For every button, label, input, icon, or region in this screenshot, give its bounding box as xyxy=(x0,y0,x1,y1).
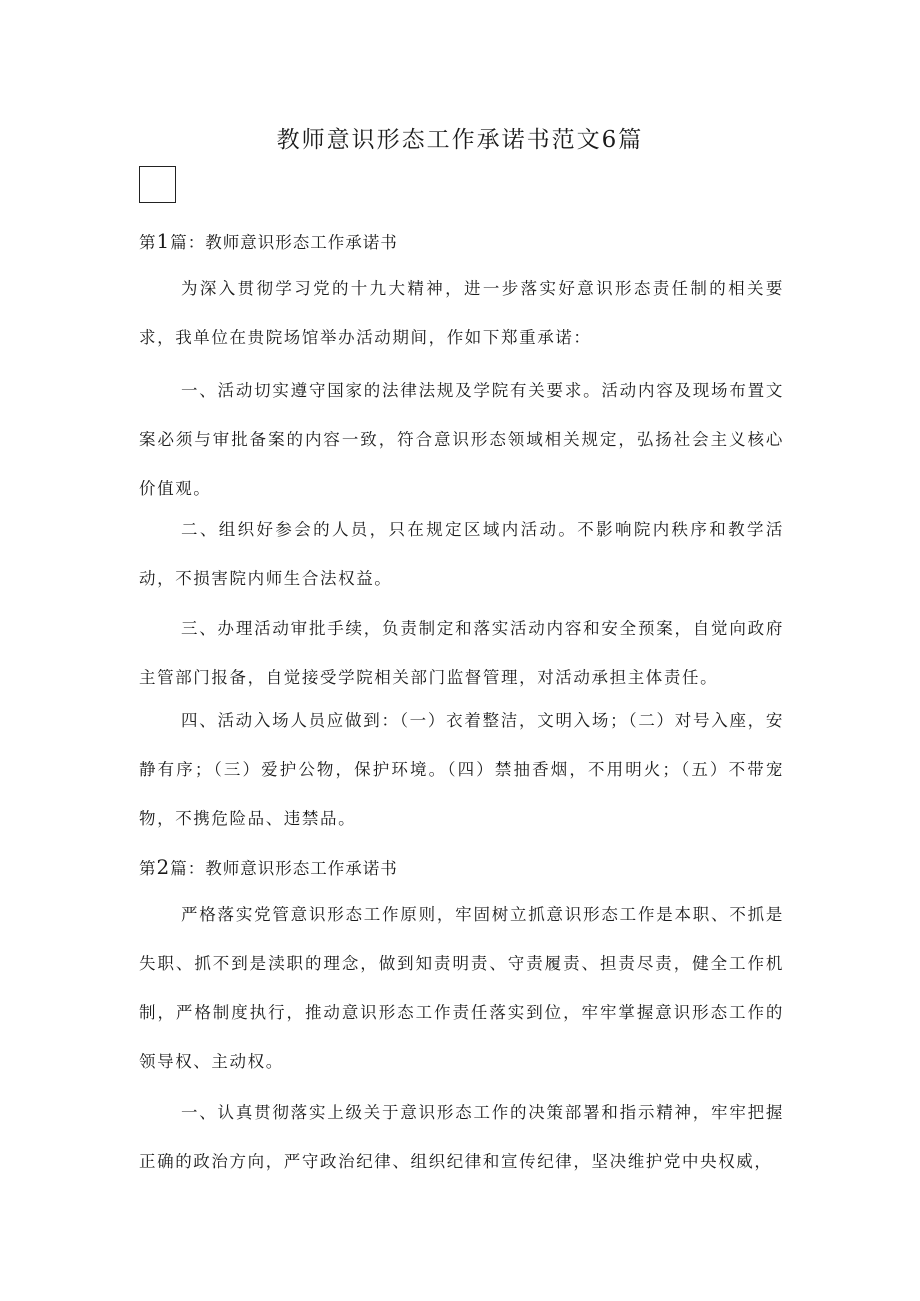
paragraph: 为深入贯彻学习党的十九大精神，进一步落实好意识形态责任制的相关要求，我单位在贵院场馆举办活动期间，作如下郑重承诺： xyxy=(139,279,784,347)
heading-number: 2 xyxy=(156,855,171,879)
heading-text: 篇：教师意识形态工作承诺书 xyxy=(170,859,398,878)
heading-text: 篇：教师意识形态工作承诺书 xyxy=(170,233,398,252)
paragraph: 一、认真贯彻落实上级关于意识形态工作的决策部署和指示精神，牢牢把握正确的政治方向，严守政治纪律、组织纪律和宣传纪律，坚决维护党中央权威， xyxy=(139,1103,784,1171)
heading-number: 1 xyxy=(156,229,171,253)
heading-prefix: 第 xyxy=(139,233,157,252)
heading-prefix: 第 xyxy=(139,859,157,878)
paragraph: 严格落实党管意识形态工作原则，牢固树立抓意识形态工作是本职、不抓是失职、抓不到是渎职的理念，做到知责明责、守责履责、担责尽责，健全工作机制，严格制度执行，推动意识形态工作责任落实到位，牢牢掌握意识形态工作的领导权、主动权。 xyxy=(139,905,784,1071)
paragraph: 一、活动切实遵守国家的法律法规及学院有关要求。活动内容及现场布置文案必须与审批备案的内容一致，符合意识形态领域相关规定，弘扬社会主义核心价值观。 xyxy=(139,381,784,498)
paragraph: 三、办理活动审批手续，负责制定和落实活动内容和安全预案，自觉向政府主管部门报备，自觉接受学院相关部门监督管理，对活动承担主体责任。 xyxy=(139,619,784,687)
document-title: 教师意识形态工作承诺书范文6篇 xyxy=(276,127,644,153)
section-1-heading xyxy=(139,229,398,255)
checkbox-icon[interactable] xyxy=(139,166,176,203)
section-2-heading xyxy=(139,855,398,881)
paragraph: 二、组织好参会的人员，只在规定区域内活动。不影响院内秩序和教学活动，不损害院内师生合法权益。 xyxy=(139,520,784,588)
paragraph: 四、活动入场人员应做到：（一）衣着整洁，文明入场；（二）对号入座，安静有序；（三）爱护公物，保护环境。（四）禁抽香烟，不用明火；（五）不带宠物，不携危险品、违禁品。 xyxy=(139,711,784,828)
